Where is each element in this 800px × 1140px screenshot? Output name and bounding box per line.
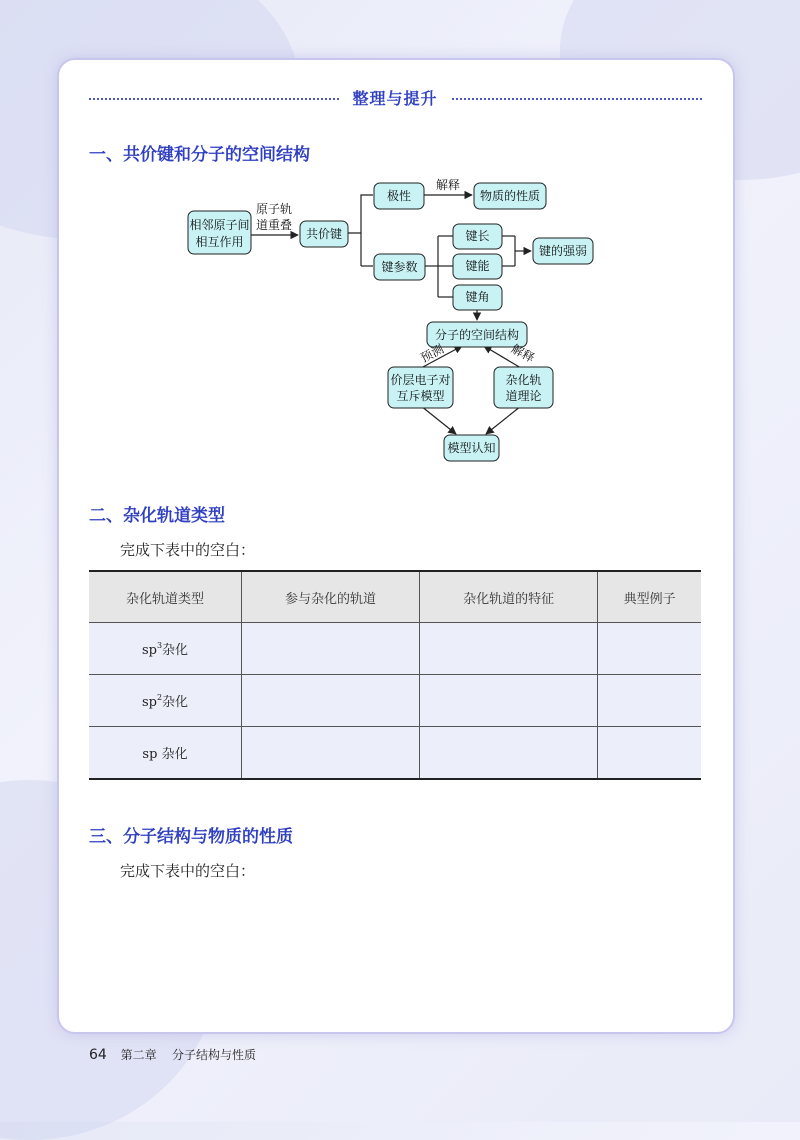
table-cell-blank[interactable] — [420, 623, 598, 675]
table-cell-blank[interactable] — [420, 727, 598, 780]
arrow-hybrid-to-model — [486, 406, 521, 434]
node-atoms-line1: 相邻原子间 — [189, 218, 250, 232]
label-explain-2: 解释 — [508, 341, 537, 366]
label-predict: 预测 — [418, 341, 447, 366]
label-explain: 解释 — [435, 178, 461, 192]
section-3-intro: 完成下表中的空白： — [120, 862, 256, 880]
node-model: 模型认知 — [447, 441, 496, 455]
table-cell-blank[interactable] — [598, 727, 701, 780]
table-row — [89, 727, 701, 780]
table-cell-type: $sp^2$杂化 — [89, 675, 242, 727]
node-params: 键参数 — [381, 260, 418, 274]
node-angle: 键角 — [465, 290, 490, 304]
table-header-row — [89, 571, 701, 623]
section-2-intro: 完成下表中的空白： — [120, 541, 256, 559]
table-cell-blank[interactable] — [242, 623, 420, 675]
node-hybrid-line2: 道理论 — [505, 389, 542, 403]
page-footer — [89, 1046, 256, 1063]
node-polarity: 极性 — [386, 189, 412, 203]
node-properties: 物质的性质 — [479, 189, 541, 203]
page-header-title: 整理与提升 — [352, 89, 438, 108]
table-cell-blank[interactable] — [242, 727, 420, 780]
section-3-title: 三、分子结构与物质的性质 — [89, 827, 293, 847]
table-cell-blank[interactable] — [598, 675, 701, 727]
hybridization-table — [89, 570, 701, 780]
node-atoms-line2: 相互作用 — [195, 235, 244, 249]
table-cell-type: sp 杂化 — [89, 727, 242, 780]
table-header-features: 杂化轨道的特征 — [420, 571, 598, 623]
table-row — [89, 675, 701, 727]
section-1-title: 一、共价键和分子的空间结构 — [89, 145, 310, 165]
table-cell-blank[interactable] — [598, 623, 701, 675]
node-covalent: 共价键 — [305, 227, 343, 241]
node-energy: 键能 — [465, 259, 490, 273]
table-row — [89, 623, 701, 675]
table-header-examples: 典型例子 — [598, 571, 701, 623]
node-structure: 分子的空间结构 — [434, 328, 520, 342]
footer-chapter: 第二章 — [120, 1048, 157, 1062]
connector-covalent-polarity — [348, 195, 373, 233]
node-hybrid-line1: 杂化轨 — [505, 373, 542, 387]
node-strength: 键的强弱 — [538, 244, 588, 258]
section-2-title: 二、杂化轨道类型 — [89, 506, 225, 526]
concept-diagram — [0, 0, 800, 480]
arrow-vsepr-to-model — [421, 406, 456, 434]
node-vsepr-line2: 互斥模型 — [396, 389, 445, 403]
footer-chapter-title: 分子结构与性质 — [171, 1048, 256, 1062]
table-cell-blank[interactable] — [420, 675, 598, 727]
table-cell-blank[interactable] — [242, 675, 420, 727]
table-header-type: 杂化轨道类型 — [89, 571, 242, 623]
label-overlap-line1: 原子轨 — [255, 202, 293, 216]
table-cell-type: $sp^3$杂化 — [89, 623, 242, 675]
table-header-orbitals: 参与杂化的轨道 — [242, 571, 420, 623]
page-number: 64 — [89, 1047, 107, 1063]
label-overlap-line2: 道重叠 — [255, 218, 293, 232]
node-vsepr-line1: 价层电子对 — [390, 373, 451, 387]
node-length: 键长 — [465, 229, 490, 243]
